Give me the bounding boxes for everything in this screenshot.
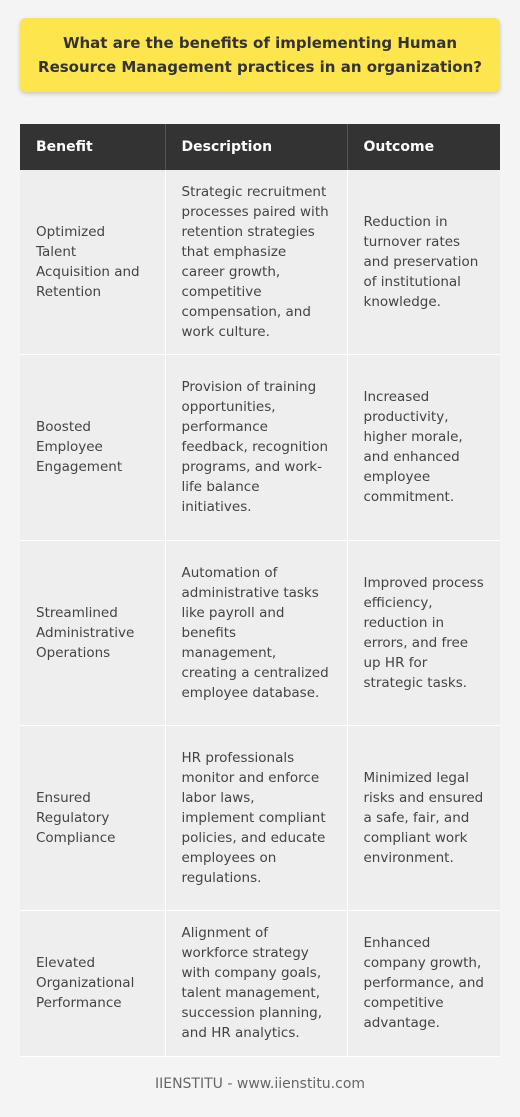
description-cell: Provision of training opportunities, performance feedback, recognition programs, and work-life balance initiatives.	[165, 354, 347, 540]
benefits-table	[20, 124, 500, 1057]
header-benefit: Benefit	[20, 124, 165, 170]
table-row	[20, 354, 500, 540]
outcome-cell: Reduction in turnover rates and preservation of institutional knowledge.	[347, 170, 500, 354]
footer-credit: IIENSTITU - www.iienstitu.com	[154, 1076, 366, 1092]
description-cell: Alignment of workforce strategy with company goals, talent management, succession planning, and HR analytics.	[165, 910, 347, 1056]
outcome-cell: Enhanced company growth, performance, and competitive advantage.	[347, 910, 500, 1056]
table-row	[20, 725, 500, 910]
description-cell: HR professionals monitor and enforce labor laws, implement compliant policies, and educate employees on regulations.	[165, 725, 347, 910]
title-banner	[20, 18, 500, 92]
benefit-cell: Ensured Regulatory Compliance	[20, 725, 165, 910]
page-title: What are the benefits of implementing Human Resource Management practices in an organization?	[38, 34, 482, 76]
table-row	[20, 540, 500, 725]
description-cell: Strategic recruitment processes paired with retention strategies that emphasize career growth, competitive compensation, and work culture.	[165, 170, 347, 354]
header-outcome: Outcome	[363, 139, 435, 155]
benefit-cell: Optimized Talent Acquisition and Retention	[20, 170, 165, 354]
benefit-cell: Boosted Employee Engagement	[20, 354, 165, 540]
benefit-cell: Elevated Organizational Performance	[20, 910, 165, 1056]
outcome-cell: Improved process efficiency, reduction in errors, and free up HR for strategic tasks.	[347, 540, 500, 725]
outcome-cell: Increased productivity, higher morale, and enhanced employee commitment.	[347, 354, 500, 540]
table-row	[20, 170, 500, 354]
description-cell: Automation of administrative tasks like payroll and benefits management, creating a centralized employee database.	[165, 540, 347, 725]
table-row	[20, 910, 500, 1056]
benefit-cell: Streamlined Administrative Operations	[20, 540, 165, 725]
table-header-row	[20, 124, 500, 170]
outcome-cell: Minimized legal risks and ensured a safe, fair, and compliant work environment.	[347, 725, 500, 910]
header-description: Description	[165, 124, 347, 170]
